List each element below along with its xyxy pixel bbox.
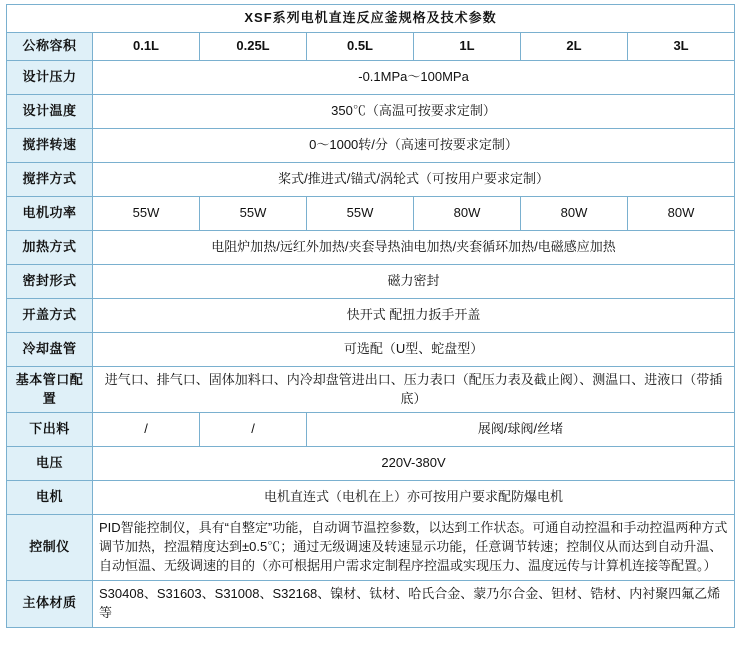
table-row-seal-type (7, 264, 735, 298)
table-row-controller (7, 515, 735, 581)
row-label-bottom-discharge: 下出料 (7, 413, 93, 447)
capacity-value: 1L (414, 32, 521, 60)
row-label-design-pressure: 设计压力 (7, 60, 93, 94)
motor-power-value: 55W (307, 196, 414, 230)
row-label-heating-method: 加热方式 (7, 230, 93, 264)
row-value-design-temperature: 350℃（高温可按要求定制） (93, 94, 735, 128)
row-label-voltage: 电压 (7, 447, 93, 481)
row-label-lid-opening: 开盖方式 (7, 298, 93, 332)
table-row-cooling-coil (7, 332, 735, 366)
motor-power-value: 80W (414, 196, 521, 230)
table-row-title (7, 5, 735, 33)
table-row-heating-method (7, 230, 735, 264)
row-value-seal-type: 磁力密封 (93, 264, 735, 298)
table-row-body-material (7, 580, 735, 627)
table-row-lid-opening (7, 298, 735, 332)
row-value-voltage: 220V-380V (93, 447, 735, 481)
row-label-design-temperature: 设计温度 (7, 94, 93, 128)
table-row-voltage (7, 447, 735, 481)
row-label-stirring-speed: 搅拌转速 (7, 128, 93, 162)
table-row-motor (7, 481, 735, 515)
row-value-cooling-coil: 可选配（U型、蛇盘型） (93, 332, 735, 366)
capacity-value: 3L (628, 32, 735, 60)
row-value-lid-opening: 快开式 配扭力扳手开盖 (93, 298, 735, 332)
row-value-controller: PID智能控制仪，具有“自整定”功能，自动调节温控参数，以达到工作状态。可通自动控温和手动控温两种方式调节加热，控温精度达到±0.5℃；通过无级调速及转速显示功能，任意调节转速；控制仪从而达到自动升温、自动恒温、无级调速的目的（亦可根据用户需求定制程序控温或实现压力、温度远传与计算机连接等配置。） (93, 515, 735, 581)
spec-table (6, 4, 735, 628)
capacity-value: 0.1L (93, 32, 200, 60)
row-label-port-configuration: 基本管口配置 (7, 366, 93, 413)
row-value-heating-method: 电阻炉加热/远红外加热/夹套导热油电加热/夹套循环加热/电磁感应加热 (93, 230, 735, 264)
row-value-motor: 电机直连式（电机在上）亦可按用户要求配防爆电机 (93, 481, 735, 515)
table-row-design-temperature (7, 94, 735, 128)
table-row-capacity (7, 32, 735, 60)
motor-power-value: 55W (93, 196, 200, 230)
row-label-stirring-type: 搅拌方式 (7, 162, 93, 196)
motor-power-value: 55W (200, 196, 307, 230)
capacity-value: 2L (521, 32, 628, 60)
table-row-stirring-type (7, 162, 735, 196)
table-row-stirring-speed (7, 128, 735, 162)
row-value-stirring-type: 桨式/推进式/锚式/涡轮式（可按用户要求定制） (93, 162, 735, 196)
row-value-design-pressure: -0.1MPa～100MPa (93, 60, 735, 94)
row-value-port-configuration: 进气口、排气口、固体加料口、内冷却盘管进出口、压力表口（配压力表及截止阀）、测温口、进液口（带插底） (93, 366, 735, 413)
page-title: XSF系列电机直连反应釜规格及技术参数 (7, 5, 735, 33)
row-label-cooling-coil: 冷却盘管 (7, 332, 93, 366)
motor-power-value: 80W (628, 196, 735, 230)
table-row-design-pressure (7, 60, 735, 94)
table-row-port-configuration (7, 366, 735, 413)
row-label-controller: 控制仪 (7, 515, 93, 581)
row-value-stirring-speed: 0～1000转/分（高速可按要求定制） (93, 128, 735, 162)
row-label-motor-power: 电机功率 (7, 196, 93, 230)
row-label-motor: 电机 (7, 481, 93, 515)
motor-power-value: 80W (521, 196, 628, 230)
bottom-discharge-value: / (93, 413, 200, 447)
row-label-seal-type: 密封形式 (7, 264, 93, 298)
table-row-bottom-discharge (7, 413, 735, 447)
bottom-discharge-value: 展阀/球阀/丝堵 (307, 413, 735, 447)
capacity-value: 0.25L (200, 32, 307, 60)
bottom-discharge-value: / (200, 413, 307, 447)
row-label-body-material: 主体材质 (7, 580, 93, 627)
row-value-body-material: S30408、S31603、S31008、S32168、镍材、钛材、哈氏合金、蒙乃尔合金、钽材、锆材、内衬聚四氟乙烯等 (93, 580, 735, 627)
capacity-value: 0.5L (307, 32, 414, 60)
table-row-motor-power (7, 196, 735, 230)
row-label-capacity: 公称容积 (7, 32, 93, 60)
